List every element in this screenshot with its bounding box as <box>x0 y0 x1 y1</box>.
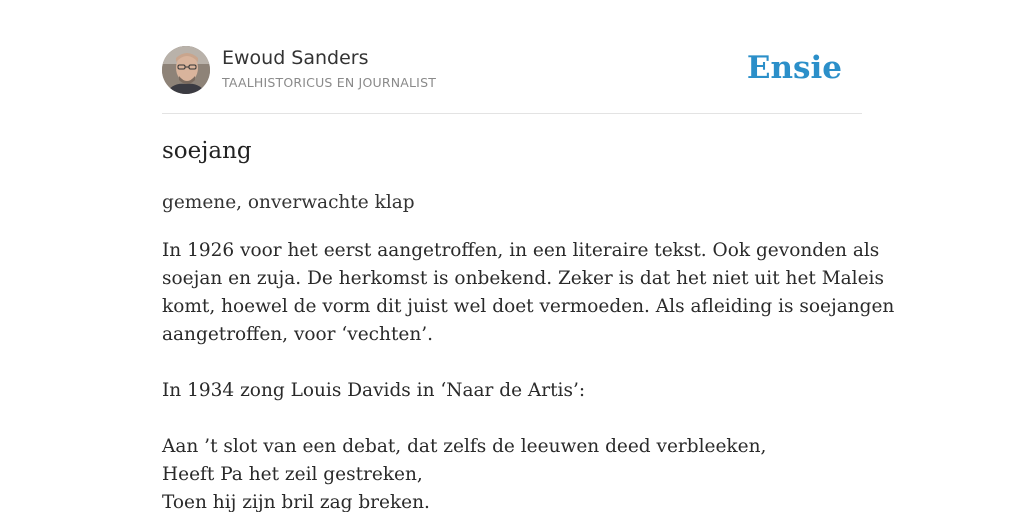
quote-line: Toen hij zijn bril zag breken. <box>162 492 430 512</box>
avatar-photo-icon <box>162 46 210 94</box>
author-name[interactable]: Ewoud Sanders <box>222 47 369 69</box>
header-divider <box>162 113 862 114</box>
entry-word: soejang <box>162 138 252 164</box>
author-avatar[interactable] <box>162 46 210 94</box>
paragraph-line: komt, hoewel de vorm dit juist wel doet vermoeden. Als afleiding is soejangen <box>162 296 895 317</box>
paragraph-line: soejan en zuja. De herkomst is onbekend. Zeker is dat het niet uit het Maleis <box>162 268 884 289</box>
author-header <box>162 46 862 96</box>
paragraph-line: In 1926 voor het eerst aangetroffen, in een literaire tekst. Ook gevonden als <box>162 240 880 261</box>
entry-body <box>162 237 895 512</box>
paragraph-gap <box>162 349 862 377</box>
paragraph-line: aangetroffen, voor ‘vechten’. <box>162 324 434 345</box>
quote-line: Heeft Pa het zeil gestreken, <box>162 464 423 485</box>
quote-line: Aan ’t slot van een debat, dat zelfs de leeuwen deed verbleeken, <box>162 436 767 457</box>
entry-definition: gemene, onverwachte klap <box>162 192 415 213</box>
author-title: TAALHISTORICUS EN JOURNALIST <box>222 75 437 90</box>
paragraph-gap <box>162 405 862 433</box>
paragraph-line: In 1934 zong Louis Davids in ‘Naar de Artis’: <box>162 380 586 401</box>
ensie-logo[interactable]: Ensie <box>746 50 842 86</box>
